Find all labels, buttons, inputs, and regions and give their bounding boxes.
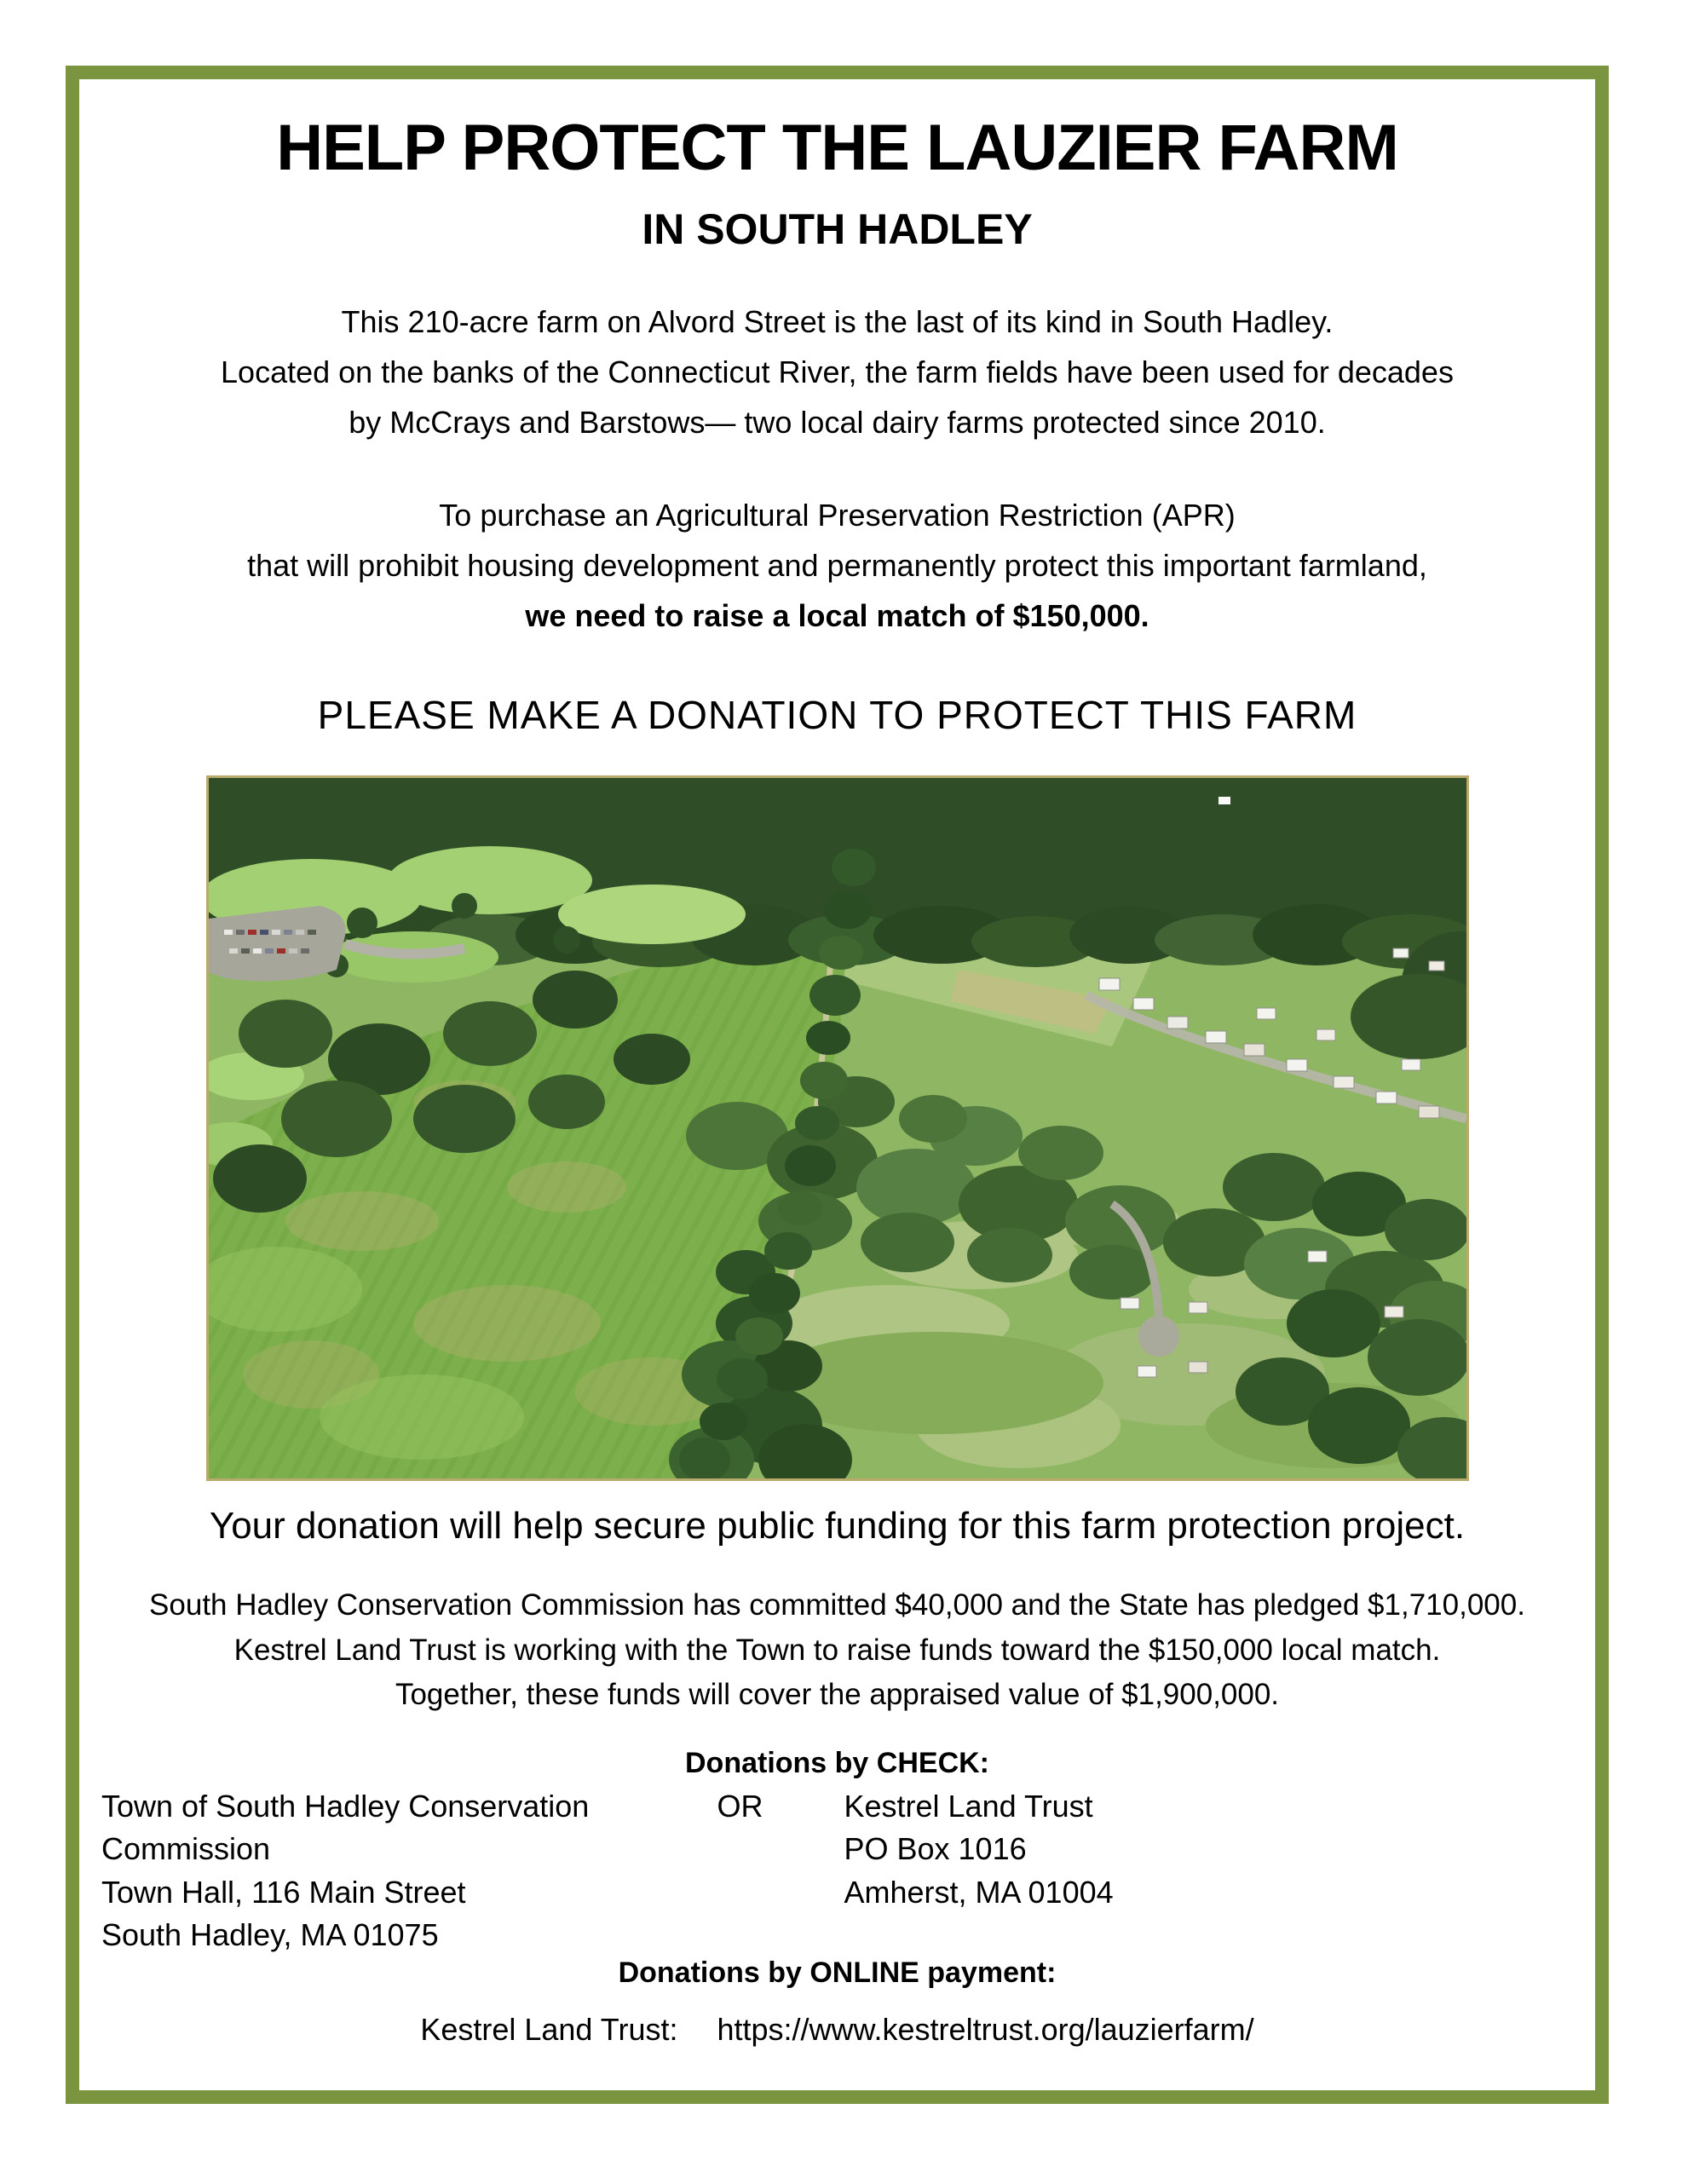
aerial-photo-frame — [206, 775, 1469, 1481]
intro-paragraph — [79, 297, 1595, 447]
farm-aerial-photo — [209, 778, 1466, 1478]
town-address-line-3: South Hadley, MA 01075 — [101, 1916, 439, 1952]
apr-line-2: that will prohibit housing development and permanently protect this important farmland, — [247, 548, 1427, 584]
page-title: HELP PROTECT THE LAUZIER FARM — [276, 112, 1398, 184]
intro-line-3: by McCrays and Barstows— two local dairy farms protected since 2010. — [349, 405, 1326, 441]
impact-line-3: Together, these funds will cover the appraised value of $1,900,000. — [395, 1678, 1280, 1712]
flyer-content — [79, 112, 1595, 2048]
online-donation-url: https://www.kestreltrust.org/lauzierfarm/ — [717, 2012, 1254, 2048]
kestrel-address-line-2: PO Box 1016 — [844, 1831, 1027, 1867]
intro-line-1: This 210-acre farm on Alvord Street is the last of its kind in South Hadley. — [341, 304, 1334, 340]
intro-line-2: Located on the banks of the Connecticut River, the farm fields have been used for decades — [221, 354, 1454, 390]
apr-line-3: we need to raise a local match of $150,000. — [525, 598, 1149, 634]
kestrel-address-line-1: Kestrel Land Trust — [844, 1788, 1093, 1824]
donations-check-heading: Donations by CHECK: — [685, 1746, 989, 1779]
check-address-town — [101, 1785, 636, 1957]
apr-line-1: To purchase an Agricultural Preservation Restriction (APR) — [439, 498, 1236, 533]
donation-addresses — [79, 1785, 1595, 1957]
green-border-frame — [66, 66, 1609, 2104]
online-donation-label: Kestrel Land Trust: — [420, 2012, 678, 2048]
page-subtitle: IN SOUTH HADLEY — [642, 205, 1033, 254]
distant-building — [1218, 797, 1230, 804]
town-address-line-2: Town Hall, 116 Main Street — [101, 1874, 466, 1910]
impact-headline: Your donation will help secure public funding for this farm protection project. — [209, 1505, 1466, 1547]
kestrel-address-line-3: Amherst, MA 01004 — [844, 1874, 1114, 1910]
impact-line-2: Kestrel Land Trust is working with the Town to raise funds toward the $150,000 local match. — [233, 1633, 1441, 1667]
impact-paragraph — [79, 1583, 1595, 1718]
check-address-kestrel — [844, 1785, 1587, 1957]
town-address-line-1: Town of South Hadley Conservation Commission — [101, 1788, 590, 1867]
online-donation-line — [79, 2012, 1595, 2048]
donations-online-heading: Donations by ONLINE payment: — [618, 1956, 1057, 1990]
or-label: OR — [717, 1788, 763, 1824]
or-separator — [636, 1785, 844, 1957]
impact-line-1: South Hadley Conservation Commission has committed $40,000 and the State has pledged $1,710,000. — [149, 1588, 1525, 1622]
apr-paragraph — [79, 490, 1595, 641]
donation-cta-heading: PLEASE MAKE A DONATION TO PROTECT THIS FARM — [317, 693, 1357, 738]
